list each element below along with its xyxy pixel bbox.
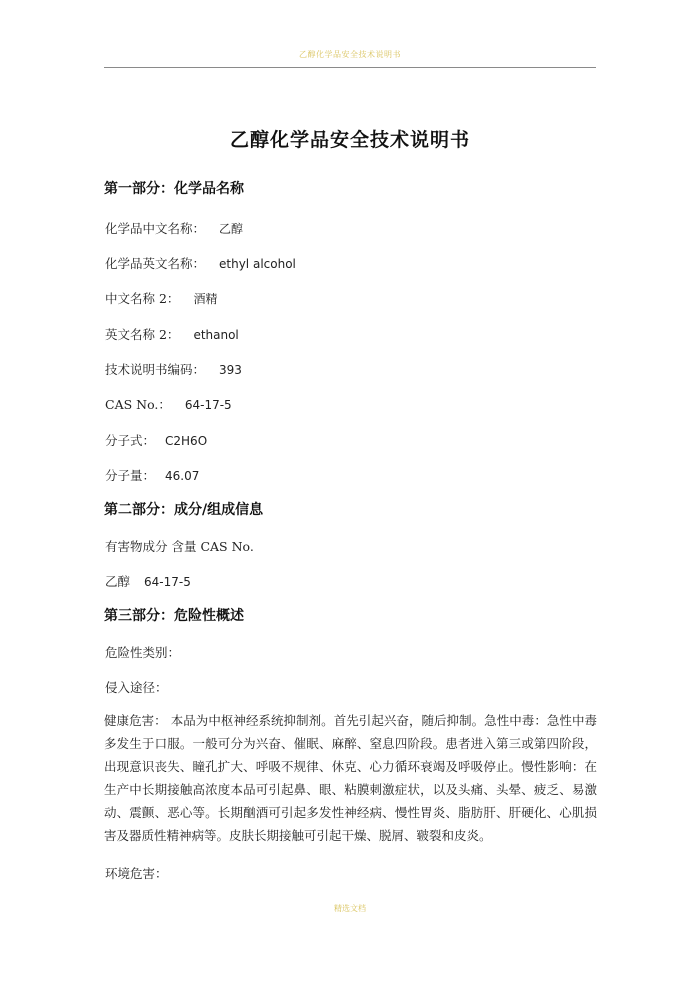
field-chinese-name: [105, 219, 243, 237]
composition-header: 有害物成分 含量 CAS No.: [105, 539, 254, 554]
field-value: 46.07: [165, 469, 200, 483]
header-divider: [104, 67, 596, 68]
field-formula: [105, 431, 207, 449]
field-english-name-2: [105, 325, 239, 343]
environmental-hazard: 环境危害：: [105, 866, 168, 881]
footer-note: 精选文档: [334, 904, 366, 913]
field-english-name: [105, 254, 296, 272]
header-note: 乙醇化学品安全技术说明书: [299, 50, 401, 59]
field-value: 酒精: [193, 292, 218, 306]
field-label: 化学品英文名称：: [105, 256, 206, 271]
composition-row: [105, 572, 191, 590]
section2-heading: 第二部分：成分/组成信息: [104, 502, 264, 518]
field-cas-no: [105, 395, 232, 413]
field-chinese-name-2: [105, 289, 217, 307]
section1-heading: 第一部分：化学品名称: [104, 181, 244, 197]
field-label: 技术说明书编码：: [105, 362, 206, 377]
health-hazard-paragraph: 健康危害： 本品为中枢神经系统抑制剂。首先引起兴奋，随后抑制。急性中毒：急性中毒多发生于口服。一般可分为兴奋、催眠、麻醉、窒息四阶段。患者进入第三或第四阶段，出现意识丧失、瞳孔扩大、呼吸不规律、休克、心力循环衰竭及呼吸停止。慢性影响：在生产中长期接触高浓度本品可引起鼻、眼、粘膜刺激症状，以及头痛、头晕、疲乏、易激动、震颤、恶心等。长期酗酒可引起多发性神经病、慢性胃炎、脂肪肝、肝硬化、心肌损害及器质性精神病等。皮肤长期接触可引起干燥、脱屑、皲裂和皮炎。: [104, 713, 597, 843]
hazard-class: 危险性类别：: [105, 645, 181, 660]
field-label: CAS No.：: [105, 397, 171, 412]
field-label: 中文名称 2：: [105, 291, 180, 306]
field-value: 393: [219, 363, 242, 377]
field-value: ethanol: [193, 328, 239, 342]
field-value: ethyl alcohol: [219, 257, 296, 271]
field-label: 化学品中文名称：: [105, 221, 206, 236]
document-title: 乙醇化学品安全技术说明书: [229, 129, 470, 151]
field-value: 64-17-5: [184, 398, 232, 412]
field-msds-code: [105, 360, 242, 378]
component-cas: 64-17-5: [144, 575, 191, 589]
field-molecular-weight: [105, 466, 199, 484]
field-label: 分子量：: [105, 468, 156, 483]
field-value: 乙醇: [219, 222, 244, 236]
section3-heading: 第三部分：危险性概述: [104, 608, 244, 624]
field-label: 分子式：: [105, 433, 156, 448]
field-value: C2H6O: [165, 434, 208, 448]
field-label: 英文名称 2：: [105, 327, 180, 342]
component-name: 乙醇: [105, 574, 131, 589]
exposure-route: 侵入途径：: [105, 680, 168, 695]
